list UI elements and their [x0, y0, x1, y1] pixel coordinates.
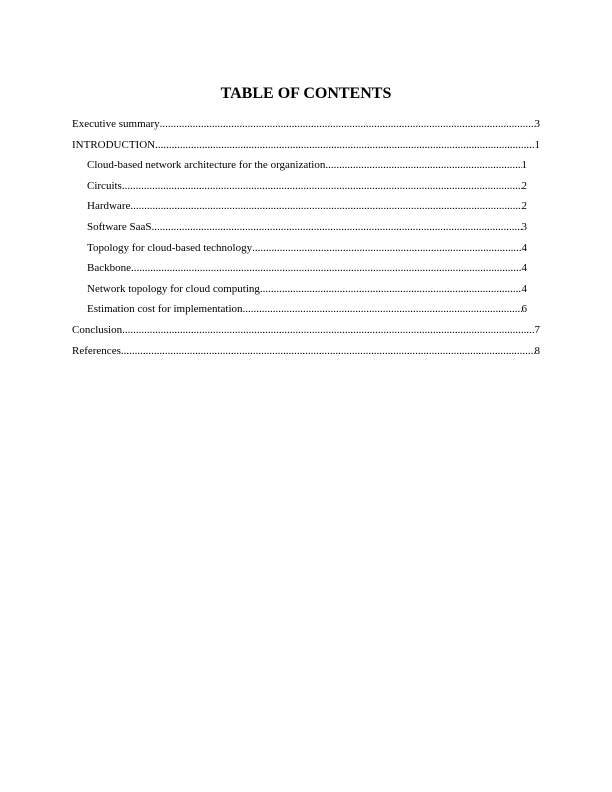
toc-entry-label: Conclusion	[72, 323, 123, 336]
toc-entry-conclusion[interactable]	[72, 320, 540, 341]
toc-dot-leader	[121, 341, 535, 362]
toc-dot-leader	[260, 279, 522, 300]
toc-dot-leader	[243, 299, 522, 320]
toc-entry-backbone[interactable]	[87, 258, 527, 279]
toc-list	[0, 114, 612, 361]
toc-dot-leader	[252, 238, 521, 259]
toc-entry-label: References	[72, 344, 121, 357]
toc-page-number: 1	[521, 159, 527, 172]
toc-entry-introduction[interactable]	[72, 135, 540, 156]
toc-entry-label: Circuits	[87, 179, 122, 192]
toc-page-number: 4	[521, 262, 527, 275]
toc-dot-leader	[325, 155, 521, 176]
toc-entry-software-saas[interactable]	[87, 217, 527, 238]
toc-page-number: 8	[534, 344, 540, 357]
toc-page-number: 4	[521, 282, 527, 295]
toc-entry-topology-cloud[interactable]	[87, 238, 527, 259]
toc-entry-label: Hardware	[87, 200, 131, 213]
toc-title: TABLE OF CONTENTS	[220, 85, 392, 102]
toc-entry-label: Executive summary	[72, 118, 160, 130]
toc-entry-references[interactable]	[72, 341, 540, 362]
toc-entry-label: INTRODUCTION	[72, 138, 156, 151]
toc-entry-hardware[interactable]	[87, 196, 527, 217]
toc-entry-label: Topology for cloud-based technology	[87, 241, 253, 254]
toc-page-number: 1	[534, 138, 540, 151]
toc-entry-label: Backbone	[87, 262, 131, 275]
toc-dot-leader	[122, 176, 522, 197]
toc-entry-label: Network topology for cloud computing	[87, 282, 260, 295]
toc-page-number: 2	[521, 200, 527, 213]
toc-dot-leader	[130, 196, 521, 217]
toc-page-number: 3	[534, 118, 540, 130]
toc-dot-leader	[160, 114, 535, 135]
toc-page-number: 7	[534, 323, 540, 336]
toc-entry-label: Software SaaS	[87, 220, 152, 233]
toc-page-number: 3	[521, 220, 527, 233]
toc-page-number: 4	[521, 241, 527, 254]
toc-entry-label: Estimation cost for implementation	[87, 303, 243, 316]
toc-dot-leader	[122, 320, 534, 341]
toc-entry-cloud-architecture[interactable]	[87, 155, 527, 176]
toc-dot-leader	[151, 217, 521, 238]
toc-dot-leader	[131, 258, 522, 279]
toc-page-number: 6	[521, 303, 527, 316]
toc-entry-network-topology[interactable]	[87, 279, 527, 300]
toc-entry-estimation-cost[interactable]	[87, 299, 527, 320]
toc-entry-circuits[interactable]	[87, 176, 527, 197]
toc-entry-executive-summary[interactable]	[72, 114, 540, 135]
toc-page-number: 2	[521, 179, 527, 192]
toc-entry-label: Cloud-based network architecture for the organization	[87, 159, 326, 172]
toc-dot-leader	[155, 135, 534, 156]
